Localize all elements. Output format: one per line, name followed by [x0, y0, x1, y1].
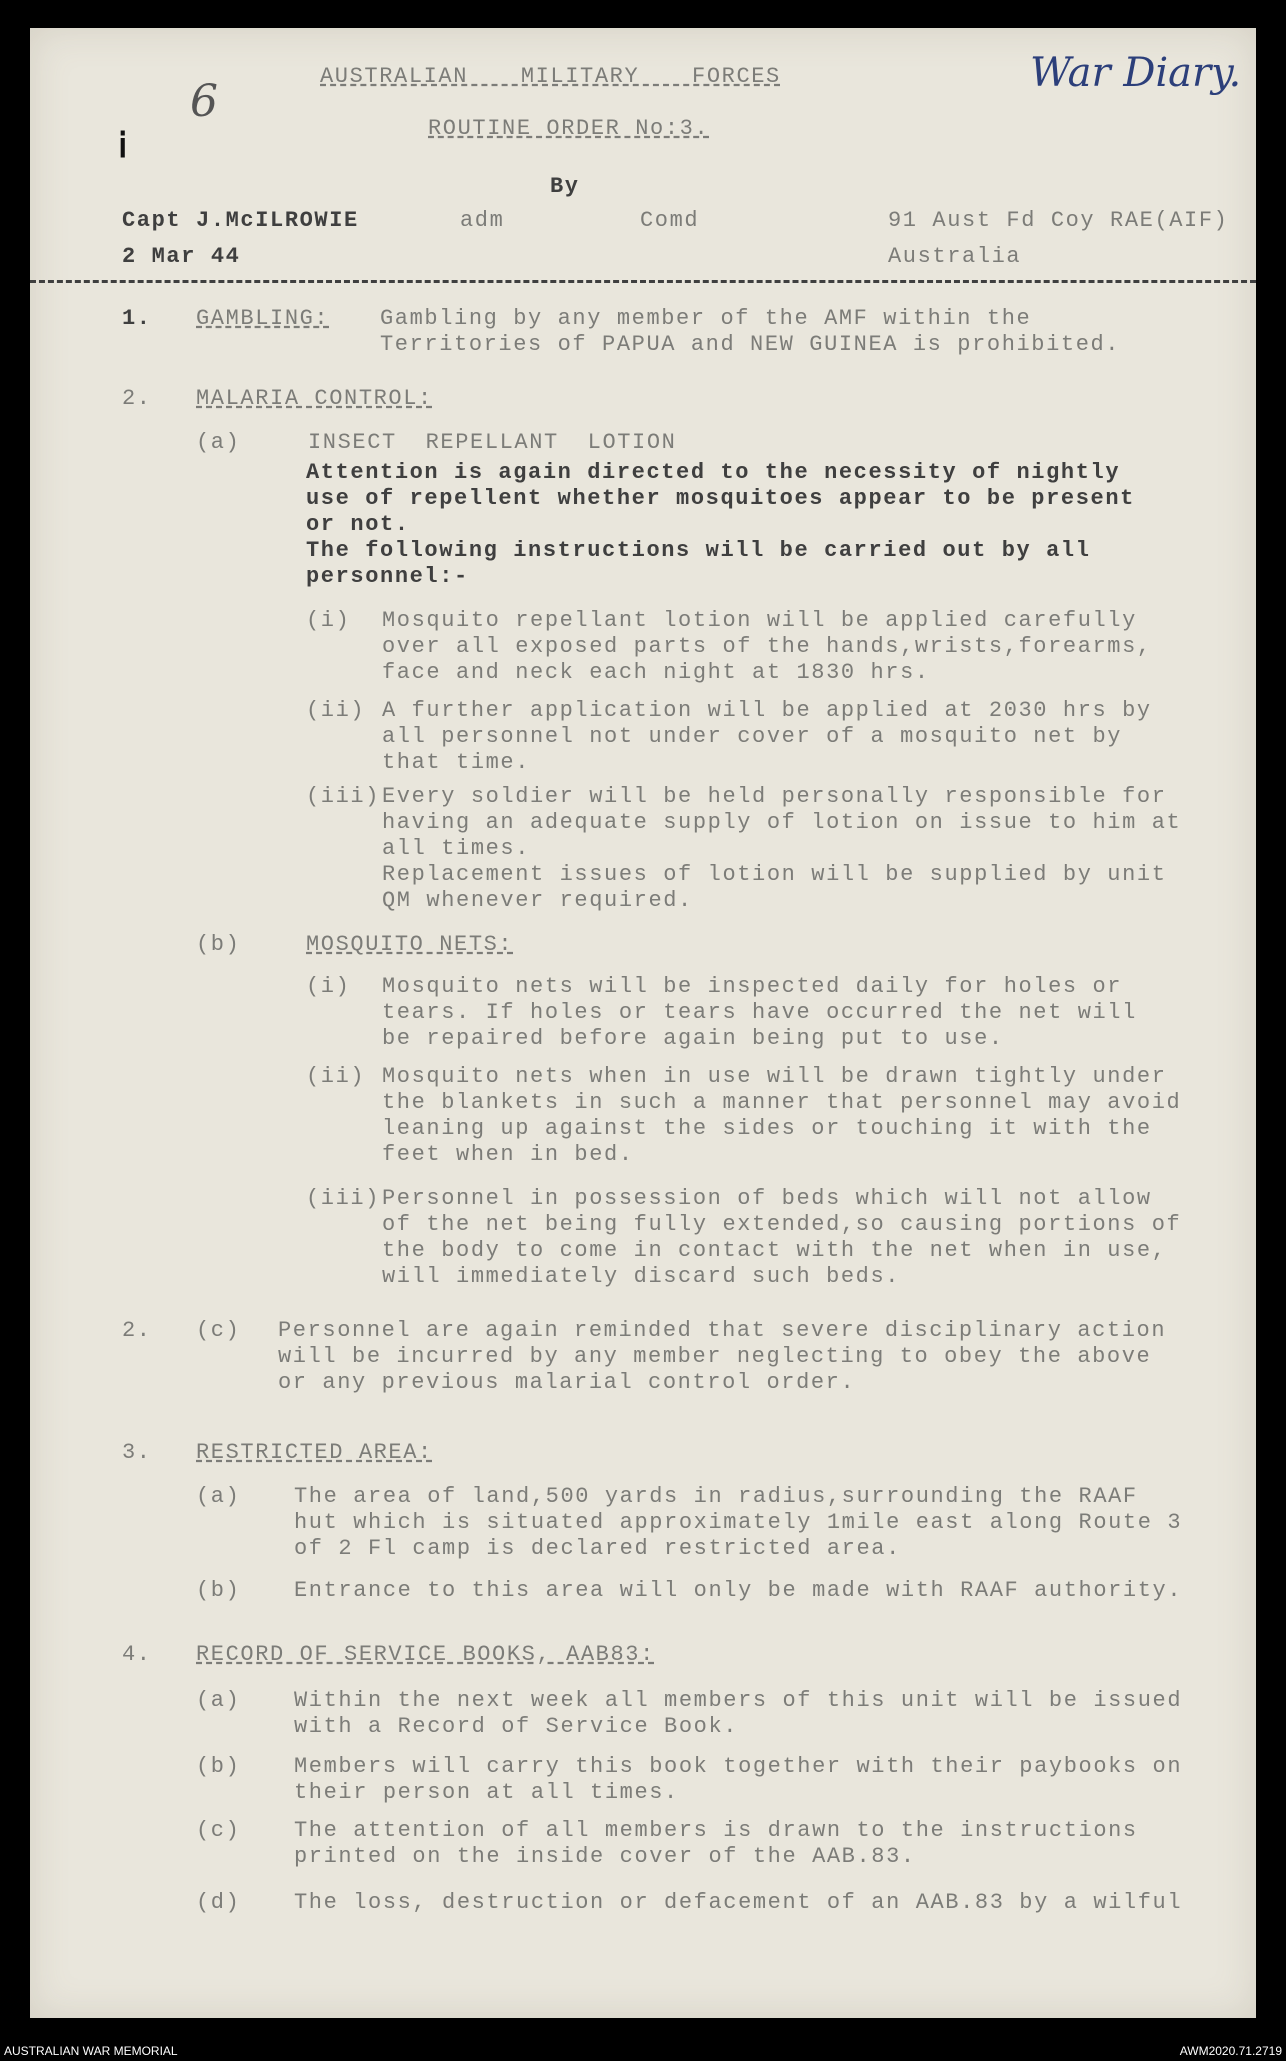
section-4a-line: Within the next week all members of this unit will be issued — [294, 1688, 1183, 1713]
item-line: face and neck each night at 1830 hrs. — [382, 660, 930, 685]
item-line: that time. — [382, 750, 531, 775]
item-line: the body to come in contact with the net when in use, — [382, 1238, 1167, 1263]
section-4d-line: The loss, destruction or defacement of an AAB.83 by a wilful — [294, 1890, 1183, 1915]
section-1-line: Gambling by any member of the AMF within the — [380, 306, 1032, 331]
item-line: the blankets in such a manner that personnel may avoid — [382, 1090, 1182, 1115]
item-line: having an adequate supply of lotion on issue to him at — [382, 810, 1182, 835]
order-place: Australia — [888, 244, 1022, 269]
header-title: AUSTRALIAN MILITARY FORCES — [320, 64, 781, 89]
item-line: feet when in bed. — [382, 1142, 634, 1167]
section-2a-line: or not. — [306, 512, 410, 537]
section-2c-line: or any previous malarial control order. — [278, 1370, 856, 1395]
section-2a-label: (a) — [196, 430, 241, 455]
section-3-heading: RESTRICTED AREA: — [196, 1440, 433, 1465]
section-2b-heading: MOSQUITO NETS: — [306, 932, 514, 957]
section-4d-label: (d) — [196, 1890, 241, 1915]
section-1-heading: GAMBLING: — [196, 306, 330, 331]
item-number: (i) — [306, 608, 351, 633]
comd-label: Comd — [640, 208, 700, 233]
item-number: (ii) — [306, 698, 366, 723]
section-3a-label: (a) — [196, 1484, 241, 1509]
punch-mark: ⅰ — [118, 130, 128, 168]
order-by: By — [550, 174, 580, 199]
section-1-number: 1. — [122, 306, 152, 331]
section-2-number: 2. — [122, 386, 152, 411]
order-title: ROUTINE ORDER No:3. — [428, 116, 710, 141]
officer-name: Capt J.McILROWIE — [122, 208, 359, 233]
section-2c-label: (c) — [196, 1318, 241, 1343]
item-line: be repaired before again being put to use. — [382, 1026, 1004, 1051]
section-3-number: 3. — [122, 1440, 152, 1465]
section-4c-line: The attention of all members is drawn to the instructions — [294, 1818, 1138, 1843]
section-2c-line: Personnel are again reminded that severe disciplinary action — [278, 1318, 1167, 1343]
header-divider — [30, 280, 1256, 283]
item-line: A further application will be applied at 2030 hrs by — [382, 698, 1152, 723]
section-3b-label: (b) — [196, 1578, 241, 1603]
document-page — [30, 28, 1256, 2018]
item-line: Mosquito nets when in use will be drawn tightly under — [382, 1064, 1167, 1089]
handwritten-war-diary: War Diary. — [1030, 50, 1242, 96]
section-2a-line: Attention is again directed to the necessity of nightly — [306, 460, 1121, 485]
unit-name: 91 Aust Fd Coy RAE(AIF) — [888, 208, 1229, 233]
section-4b-line: Members will carry this book together with their paybooks on — [294, 1754, 1183, 1779]
item-number: (i) — [306, 974, 351, 999]
item-line: leaning up against the sides or touching it with the — [382, 1116, 1152, 1141]
item-line: all personnel not under cover of a mosquito net by — [382, 724, 1123, 749]
section-2a-line: personnel:- — [306, 564, 469, 589]
footer-reference: AWM2020.71.2719 — [1179, 2044, 1282, 2058]
section-2c-number: 2. — [122, 1318, 152, 1343]
item-number: (iii) — [306, 784, 381, 809]
section-4-number: 4. — [122, 1642, 152, 1667]
section-2c-line: will be incurred by any member neglecting to obey the above — [278, 1344, 1152, 1369]
item-line: over all exposed parts of the hands,wrists,forearms, — [382, 634, 1152, 659]
section-4c-line: printed on the inside cover of the AAB.83. — [294, 1844, 916, 1869]
footer-source: AUSTRALIAN WAR MEMORIAL — [4, 2044, 178, 2058]
item-line: Replacement issues of lotion will be supplied by unit — [382, 862, 1167, 887]
item-line: all times. — [382, 836, 531, 861]
section-4b-line: their person at all times. — [294, 1780, 679, 1805]
section-3a-line: The area of land,500 yards in radius,surrounding the RAAF — [294, 1484, 1138, 1509]
section-2b-label: (b) — [196, 932, 241, 957]
section-2a-line: use of repellent whether mosquitoes appear to be present — [306, 486, 1135, 511]
section-1-line: Territories of PAPUA and NEW GUINEA is prohibited. — [380, 332, 1121, 357]
section-3a-line: of 2 Fl camp is declared restricted area. — [294, 1536, 901, 1561]
section-4a-label: (a) — [196, 1688, 241, 1713]
order-date: 2 Mar 44 — [122, 244, 241, 269]
section-2a-heading: INSECT REPELLANT LOTION — [308, 430, 677, 455]
section-2-heading: MALARIA CONTROL: — [196, 386, 433, 411]
section-4a-line: with a Record of Service Book. — [294, 1714, 739, 1739]
item-line: Every soldier will be held personally responsible for — [382, 784, 1167, 809]
handwritten-page-number: 6 — [190, 76, 218, 127]
item-line: tears. If holes or tears have occurred the net will — [382, 1000, 1137, 1025]
section-3a-line: hut which is situated approximately 1mile east along Route 3 — [294, 1510, 1183, 1535]
section-4c-label: (c) — [196, 1818, 241, 1843]
item-line: Mosquito repellant lotion will be applied carefully — [382, 608, 1137, 633]
item-line: Mosquito nets will be inspected daily for holes or — [382, 974, 1123, 999]
item-line: will immediately discard such beds. — [382, 1264, 901, 1289]
item-line: of the net being fully extended,so causing portions of — [382, 1212, 1182, 1237]
section-4b-label: (b) — [196, 1754, 241, 1779]
item-line: Personnel in possession of beds which will not allow — [382, 1186, 1152, 1211]
section-2a-line: The following instructions will be carried out by all — [306, 538, 1091, 563]
item-number: (ii) — [306, 1064, 366, 1089]
item-number: (iii) — [306, 1186, 381, 1211]
section-4-heading: RECORD OF SERVICE BOOKS, AAB83: — [196, 1642, 655, 1667]
item-line: QM whenever required. — [382, 888, 693, 913]
section-3b-line: Entrance to this area will only be made with RAAF authority. — [294, 1578, 1183, 1603]
officer-role: adm — [460, 208, 505, 233]
